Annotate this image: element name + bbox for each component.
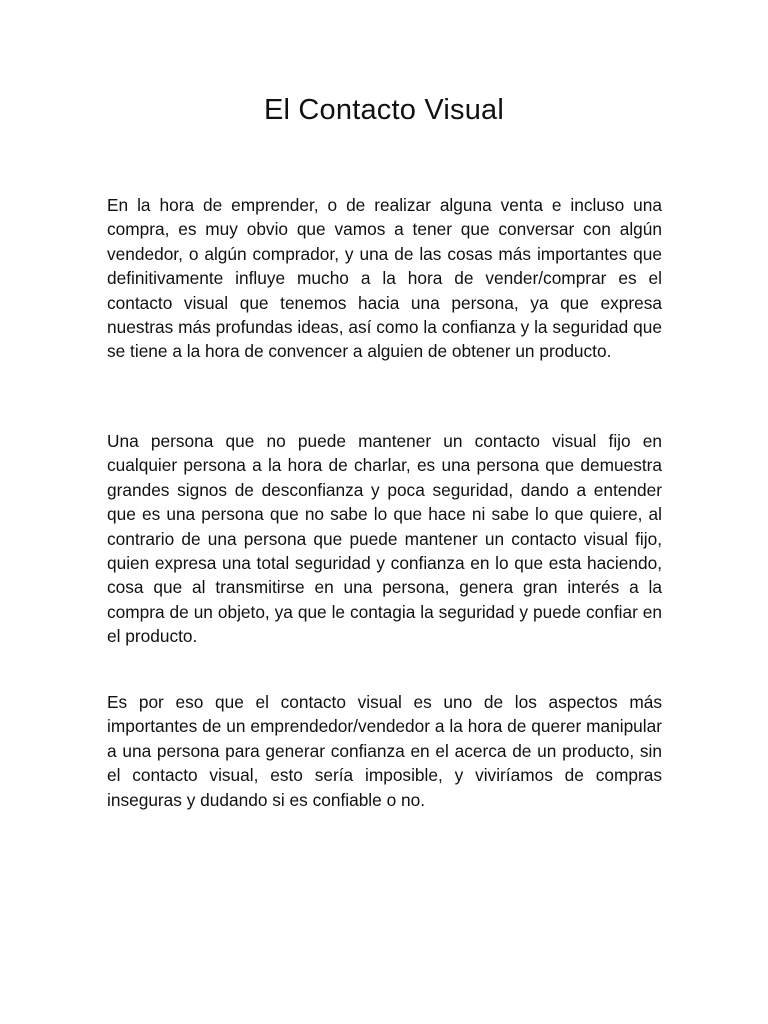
paragraph-2: Una persona que no puede mantener un contacto visual fijo en cualquier persona a la hora de charlar, es una persona que demuestra grandes signos de desconfianza y poca seguridad, dando a entender que es una persona que no sabe lo que hace ni sabe lo que quiere, al contrario de una persona que puede mantener un contacto visual fijo, quien expresa una total seguridad y confianza en lo que esta haciendo, cosa que al transmitirse en una persona, genera gran interés a la compra de un objeto, ya que le contagia la seguridad y puede confiar en el producto. xyxy=(107,431,662,647)
paragraph-1: En la hora de emprender, o de realizar alguna venta e incluso una compra, es muy obvio que vamos a tener que conversar con algún vendedor, o algún comprador, y una de las cosas más importantes que definitivamente influye mucho a la hora de vender/comprar es el contacto visual que tenemos hacia una persona, ya que expresa nuestras más profundas ideas, así como la confianza y la seguridad que se tiene a la hora de convencer a alguien de obtener un producto. xyxy=(107,195,662,362)
document-title: El Contacto Visual xyxy=(263,94,505,126)
paragraph-3: Es por eso que el contacto visual es uno de los aspectos más importantes de un emprendedor/vendedor a la hora de querer manipular a una persona para generar confianza en el acerca de un producto, sin el contacto visual, esto sería imposible, y viviríamos de compras inseguras y dudando si es confiable o no. xyxy=(107,692,662,810)
